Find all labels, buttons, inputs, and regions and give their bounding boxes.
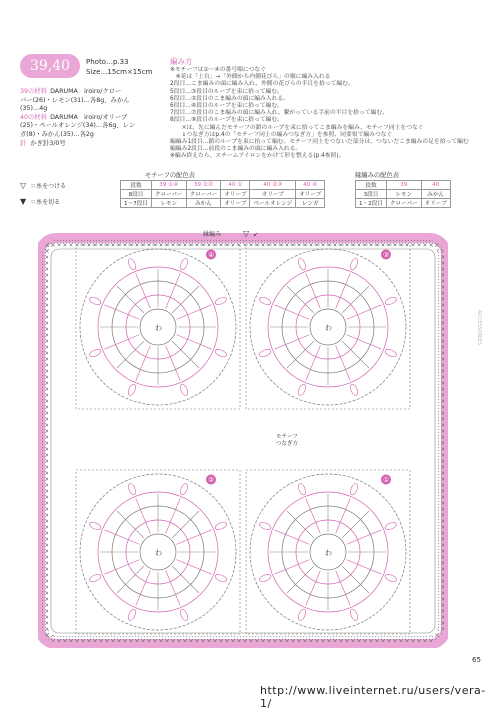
motif-loop [384, 573, 397, 583]
material-label: 39の材料 [20, 88, 47, 95]
size-info: Size…15cm×15cm [86, 68, 153, 76]
table-row [356, 190, 451, 199]
motif-number: ③ [383, 251, 390, 259]
material-line [20, 97, 129, 105]
instruction-line: ※編み終えたら、スチームアイロンをかけて形を整える(p.4参照)。 [170, 153, 345, 160]
motif-petal-line [176, 530, 211, 545]
table-cell: 段数 [356, 181, 387, 190]
motif-petal-line [274, 335, 309, 350]
start-arrow-icon: ↙ [253, 231, 259, 238]
material-text: バー(26)・レモン(31)…各8g、みかん [20, 96, 130, 104]
table-cell: レモン [151, 199, 186, 208]
motif-loop [214, 348, 227, 358]
motif-center-mark: わ [155, 549, 162, 557]
triangle-outline-icon: ▽ [20, 181, 27, 190]
table-cell: 40 ②③ [250, 181, 296, 190]
motif-loop [214, 296, 227, 306]
motif-color-table-title: モチーフの配色表 [145, 172, 196, 179]
motif-petal-line [306, 345, 321, 380]
instruction-line: ↓つなぎ方はp.4の「モチーフ同士の編みつなぎ方」を参照、同要領で編みつなぐ [170, 131, 393, 138]
motif-loop [127, 608, 137, 621]
table-header-row [356, 181, 451, 190]
instruction-line: 5段目…③段目のループを束に拾って編む。 [170, 88, 283, 95]
motif-number: ① [383, 476, 390, 484]
motif-petal-line [336, 345, 351, 380]
material-text: (35)…4g [20, 105, 48, 112]
table-cell: レモン [386, 190, 421, 199]
table-cell: みかん [186, 199, 221, 208]
table-cell: オリーブ [296, 190, 325, 199]
table-cell: オリーブ [250, 190, 296, 199]
motif-loop [179, 482, 189, 495]
tool-info: 針 かぎ針3/0号 [20, 140, 66, 147]
motif-petal-line [176, 305, 211, 320]
motif-loop [349, 482, 359, 495]
motif-loop [179, 257, 189, 270]
motif-loop [297, 482, 307, 495]
table-cell: オリーブ [221, 190, 250, 199]
instruction-line: 編編み1段目…鎖のループを束に拾って編む。モチーフ同士をつないだ部分は、つないだこま編みの足を拾って編む [170, 139, 469, 145]
motif-loop [88, 521, 101, 531]
table-cell: クローバー [151, 190, 186, 199]
table-cell: 39 ②③ [186, 181, 221, 190]
motif-petal-line [136, 570, 151, 605]
motif-loop [258, 348, 271, 358]
motif-loop [297, 257, 307, 270]
table-cell: クローバー [386, 199, 421, 208]
table-cell: 1〜7段目 [121, 199, 152, 208]
motif-loop [88, 296, 101, 306]
motif-petal-line [346, 560, 381, 575]
join-label-1: モチーフ [276, 434, 298, 440]
edge-color-table [355, 180, 451, 208]
motif-loop [88, 348, 101, 358]
table-cell: 3段目 [356, 190, 387, 199]
motif-petal-line [136, 273, 151, 308]
motif-loop [384, 521, 397, 531]
material-text: (25)・ペールオレンジ(34)…各6g、レン [20, 122, 136, 129]
source-url-watermark[interactable]: http://www.liveinternet.ru/users/vera-1/ [260, 684, 486, 710]
motif-loop [127, 482, 137, 495]
edge-border-pink [40, 238, 446, 644]
motif-petal-line [336, 570, 351, 605]
motif-center-mark: わ [155, 324, 162, 332]
motif-petal-line [104, 530, 139, 545]
motif-loop [258, 573, 271, 583]
motif-petal-line [104, 560, 139, 575]
motif-loop [349, 608, 359, 621]
motif-loop [179, 608, 189, 621]
motif-loop [179, 383, 189, 396]
triangle-filled-icon: ▼ [20, 197, 27, 206]
crochet-chart-diagram [38, 230, 448, 648]
instruction-line: 編編み2段目…前段のこま編みの頭に編み入れる。 [170, 146, 302, 153]
instruction-line: ※モチーフは①〜④の番号順につなぐ [170, 67, 267, 73]
instruction-line: 6段目…⑤段目のこま編みの頭に編み入れる。 [170, 95, 290, 102]
material-label: 40の材料 [20, 113, 47, 121]
motif-petal-line [306, 498, 321, 533]
motif-number: ④ [208, 251, 215, 259]
table-cell: オリーブ [421, 199, 450, 208]
motif-petal-line [306, 273, 321, 308]
motif-petal-line [136, 498, 151, 533]
motif-petal-line [104, 335, 139, 350]
motif-petal-line [336, 273, 351, 308]
table-cell: 39 [386, 181, 421, 190]
join-label-2: つなぎ方 [276, 441, 299, 447]
motif-loop [258, 521, 271, 531]
material-text: ガ(8)・みかん(35)…各2g [20, 130, 94, 138]
material-line [20, 88, 121, 96]
motif-loop [127, 383, 137, 396]
edge-color-table-title: 縁編みの配色表 [355, 172, 400, 179]
pattern-number-badge: 39,40 [20, 54, 80, 78]
legend-cut: ▼ ＝糸を切る [20, 197, 61, 206]
instruction-line: ×は、先に編んだモチーフの鎖のループを束に拾ってこま編みを編み、モチーフ同士をつなぐ [170, 124, 424, 131]
material-line [20, 114, 127, 122]
instruction-line: 6段目…⑥段目のループを束に拾って編む。 [170, 103, 283, 109]
table-cell: 40 [421, 181, 450, 190]
motif-petal-line [166, 345, 181, 380]
motif-petal-line [274, 305, 309, 320]
photo-reference: Photo…p.33 [86, 58, 129, 66]
material-text: DARUMA iroiro/オリーブ [50, 113, 128, 121]
motif-loop [297, 608, 307, 621]
table-cell: オリーブ [221, 199, 250, 208]
motif-center-mark: わ [325, 549, 332, 557]
motif-loop [349, 257, 359, 270]
motif-loop [214, 573, 227, 583]
instruction-line: 8段目…⑧段目のループを束に拾って編む。 [170, 117, 283, 124]
edge-start-label: 縁編み [203, 231, 222, 238]
table-cell: レンガ [296, 199, 325, 208]
table-row [121, 199, 325, 208]
table-cell: ペールオレンジ [250, 199, 296, 208]
table-cell: みかん [421, 190, 450, 199]
motif-loop [384, 348, 397, 358]
motif-petal-line [104, 305, 139, 320]
start-marker-icon: ▽ [243, 230, 250, 238]
motif-petal-line [166, 498, 181, 533]
motif-petal-line [346, 335, 381, 350]
motif-petal-line [136, 345, 151, 380]
motif-petal-line [274, 560, 309, 575]
table-cell: 39 ①④ [151, 181, 186, 190]
motif-petal-line [274, 530, 309, 545]
motif-petal-line [336, 498, 351, 533]
motif-loop [127, 257, 137, 270]
motif-number: ② [208, 476, 215, 484]
table-cell: クローバー [186, 190, 221, 199]
table-header-row [121, 181, 325, 190]
instruction-line: 2段目…こま編みの頭に編み入れ、外側の花びらの半目を拾って編む。 [170, 81, 354, 88]
material-line [20, 105, 47, 113]
instruction-line: ※花は「土台」→「外側から内側花びら」の順に編み入れる [170, 74, 331, 81]
motif-loop [349, 383, 359, 396]
table-row [356, 199, 451, 208]
motif-color-table [120, 180, 325, 208]
motif-loop [384, 296, 397, 306]
table-cell: 段数 [121, 181, 152, 190]
motif-petal-line [166, 570, 181, 605]
material-text: DARUMA iroiro/クロー [50, 88, 122, 95]
table-cell: 8段目 [121, 190, 152, 199]
motif-center-mark: わ [325, 324, 332, 332]
table-row [121, 190, 325, 199]
page-number: 65 [472, 656, 481, 664]
instruction-line: 7段目…⑦段目のこま編みの頭に編み入れ、繋がっている手前の半目を拾って編む。 [170, 110, 388, 117]
table-cell: 40 ① [221, 181, 250, 190]
instructions-heading: 編み方 [170, 57, 193, 66]
motif-petal-line [346, 305, 381, 320]
motif-petal-line [176, 560, 211, 575]
material-line [20, 122, 135, 130]
table-cell: 1・2段目 [356, 199, 387, 208]
motif-petal-line [306, 570, 321, 605]
motif-loop [258, 296, 271, 306]
legend-join: ▽ ＝糸をつける [20, 181, 67, 190]
motif-loop [88, 573, 101, 583]
motif-petal-line [346, 530, 381, 545]
motif-loop [214, 521, 227, 531]
motif-loop [297, 383, 307, 396]
motif-petal-line [166, 273, 181, 308]
table-cell: 40 ④ [296, 181, 325, 190]
side-section-label: ACCESSORIES [476, 310, 482, 346]
motif-petal-line [176, 335, 211, 350]
